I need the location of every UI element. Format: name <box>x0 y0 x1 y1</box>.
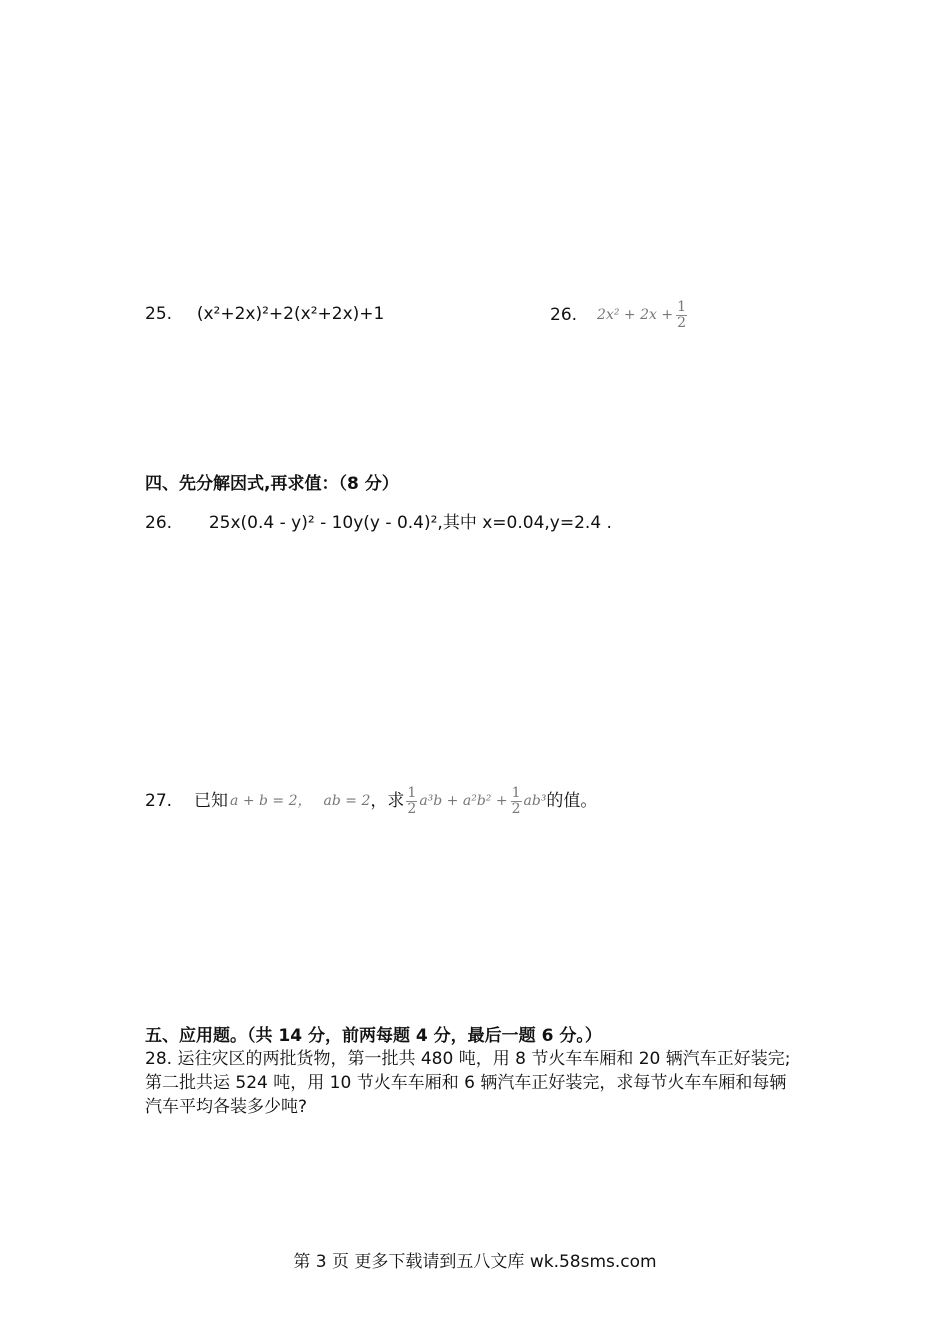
fraction-denominator: 2 <box>407 800 417 817</box>
problem-27-term-1: a³b + a²b² + <box>419 793 508 809</box>
problem-27-fraction-2 <box>511 786 522 817</box>
fraction-denominator: 2 <box>677 314 686 331</box>
problem-25 <box>145 304 384 324</box>
problem-28-line-2: 第二批共运 524 吨，用 10 节火车车厢和 6 辆汽车正好装完，求每节火车车厢和每辆 <box>145 1073 787 1093</box>
page-footer: 第 3 页 更多下载请到五八文库 wk.58sms.com <box>293 1252 657 1272</box>
problem-26a-number: 26. <box>550 305 578 325</box>
section-4-heading: 四、先分解因式,再求值：（8 分） <box>145 474 399 494</box>
fraction-numerator: 1 <box>677 298 686 315</box>
problem-27-mid: ，求 <box>370 791 405 811</box>
problem-26a <box>550 294 687 336</box>
problem-27-prefix: 已知 <box>194 791 229 811</box>
problem-28-line-3: 汽车平均各装多少吨? <box>145 1097 308 1117</box>
problem-27 <box>145 780 597 822</box>
problem-25-number: 25. <box>145 304 173 324</box>
fraction-denominator: 2 <box>511 800 521 817</box>
problem-27-condition-2: ab = 2 <box>323 793 371 809</box>
problem-25-expression: (x²+2x)²+2(x²+2x)+1 <box>196 304 385 324</box>
problem-27-term-2: ab³ <box>523 793 547 809</box>
problem-27-suffix: 的值。 <box>546 791 598 811</box>
problem-26a-expression: 2x² + 2x + <box>597 307 674 323</box>
fraction-numerator: 1 <box>511 784 521 801</box>
problem-26b-text: 25x(0.4 - y)² - 10y(y - 0.4)²,其中 x=0.04,y=2.4 . <box>208 513 612 533</box>
problem-26a-fraction <box>676 300 687 331</box>
fraction-numerator: 1 <box>407 784 417 801</box>
problem-27-fraction-1 <box>406 786 417 817</box>
problem-28-line-1: 28. 运往灾区的两批货物，第一批共 480 吨，用 8 节火车车厢和 20 辆汽车正好装完; <box>145 1049 791 1069</box>
section-5-heading: 五、应用题。（共 14 分，前两每题 4 分，最后一题 6 分。） <box>145 1026 602 1046</box>
problem-27-number: 27. <box>145 791 173 811</box>
problem-26b <box>145 513 612 533</box>
problem-26b-number: 26. <box>145 513 173 533</box>
problem-27-condition-1: a + b = 2， <box>230 793 312 809</box>
